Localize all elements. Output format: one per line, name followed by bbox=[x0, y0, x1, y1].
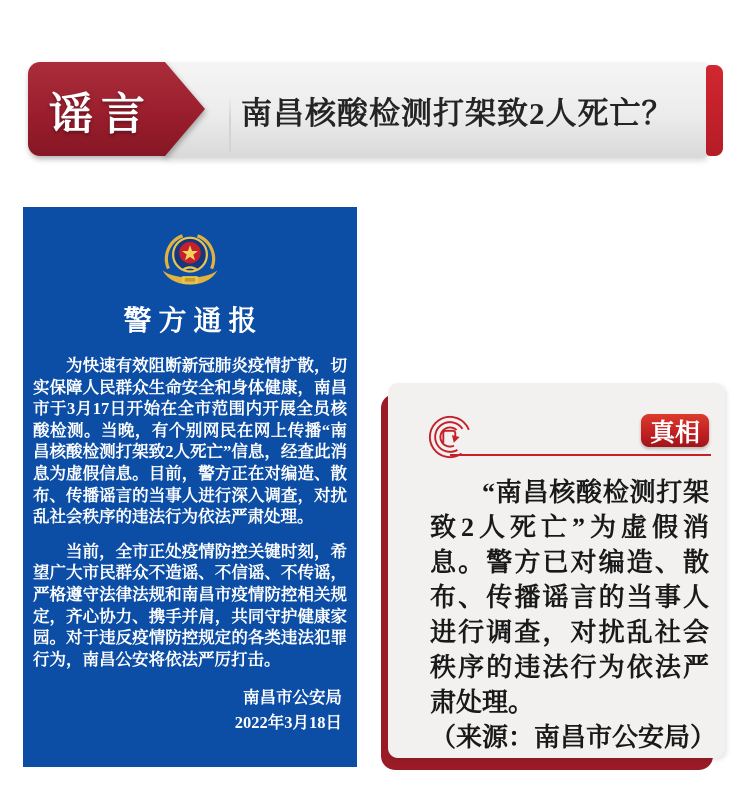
police-notice-title: 警 方 通 报 bbox=[123, 306, 257, 337]
police-notice-signature-block bbox=[23, 685, 342, 736]
truth-card bbox=[388, 383, 725, 758]
truth-divider-line bbox=[450, 454, 711, 456]
truth-source: （来源：南昌市公安局） bbox=[430, 723, 717, 752]
police-notice-date: 2022年3月18日 bbox=[234, 713, 342, 733]
headline-title: 南昌核酸检测打架致2人死亡？ bbox=[241, 95, 674, 131]
police-notice-signature: 南昌市公安局 bbox=[243, 687, 342, 707]
police-notice-paragraph-2: 当前，全市正处疫情防控关键时刻，希望广大市民群众不造谣、不信谣、不传谣，严格遵守法律法规和南昌市疫情防控相关规定，齐心协力、携手并肩，共同守护健康家园。对于违反疫情防控规定的各类违法犯罪行为，南昌公安将依法严厉打击。 bbox=[33, 541, 347, 669]
police-notice-card bbox=[23, 207, 357, 767]
truth-body-block bbox=[430, 475, 717, 755]
truth-badge: 真相 bbox=[641, 414, 709, 447]
banner-right-accent bbox=[706, 65, 723, 156]
rumor-tag-label: 谣言 bbox=[49, 90, 153, 139]
banner-divider bbox=[229, 96, 231, 152]
police-notice-paragraph-1: 为快速有效阻断新冠肺炎疫情扩散，切实保障人民群众生命安全和身体健康，南昌市于3月17日开始在全市范围内开展全员核酸检测。当晚，有个别网民在网上传播“南昌核酸检测打架致2人死亡”信息，经查此消息为虚假信息。目前，警方正在对编造、散布、传播谣言的当事人进行深入调查，对扰乱社会秩序的违法行为依法严肃处理。 bbox=[33, 356, 347, 527]
rumor-ribbon bbox=[18, 60, 208, 160]
truth-statement: “南昌核酸检测打架致2人死亡”为虚假消息。警方已对编造、散布、传播谣言的当事人进行调查，对扰乱社会秩序的违法行为依法严肃处理。 bbox=[430, 478, 709, 717]
headline-banner bbox=[163, 62, 708, 158]
police-badge-icon bbox=[160, 229, 220, 297]
